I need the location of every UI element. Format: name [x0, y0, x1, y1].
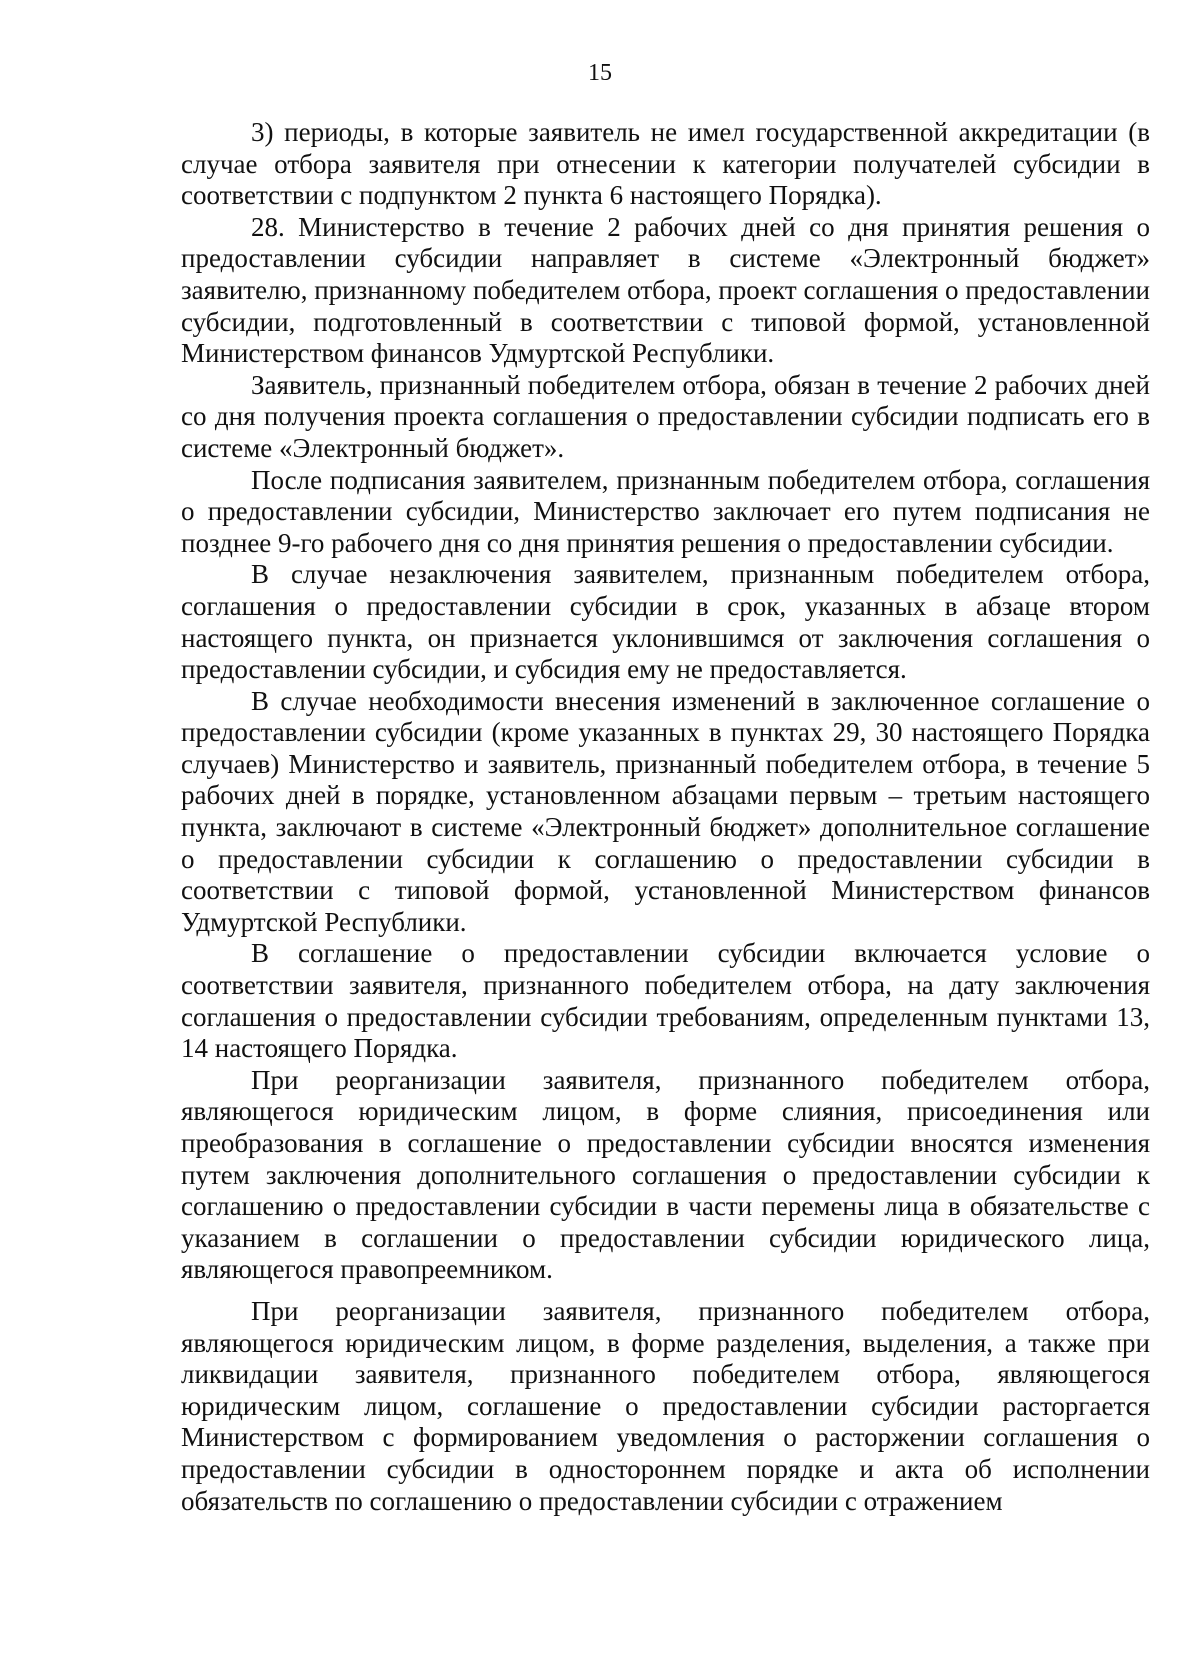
- paragraph-signing-deadline: Заявитель, признанный победителем отбора, обязан в течение 2 рабочих дней со дня получения проекта соглашения о предоставлении субсидии подписать его в системе «Электронный бюджет».: [181, 369, 1150, 463]
- page-number: 15: [588, 60, 612, 86]
- paragraph-non-conclusion: В случае незаключения заявителем, признанным победителем отбора, соглашения о предоставлении субсидии в срок, указанных в абзаце втором настоящего пункта, он признается уклонившимся от заключения соглашения о предоставлении субсидии, и субсидия ему не предоставляется.: [181, 559, 1150, 685]
- document-body: [181, 117, 1150, 1517]
- paragraph-amendments: В случае необходимости внесения изменений в заключенное соглашение о предоставлении субсидии (кроме указанных в пунктах 29, 30 настоящего Порядка случаев) Министерство и заявитель, признанный победителем отбора, в течение 5 рабочих дней в порядке, установленном абзацами первым – третьим настоящего пункта, заключают в системе «Электронный бюджет» дополнительное соглашение о предоставлении субсидии к соглашению о предоставлении субсидии в соответствии с типовой формой, установленной Министерством финансов Удмуртской Республики.: [181, 685, 1150, 937]
- paragraph-section-28: 28. Министерство в течение 2 рабочих дней со дня принятия решения о предоставлении субсидии направляет в системе «Электронный бюджет» заявителю, признанному победителем отбора, проект соглашения о предоставлении субсидии, подготовленный в соответствии с типовой формой, установленной Министерством финансов Удмуртской Республики.: [181, 211, 1150, 369]
- paragraph-ministry-signing: После подписания заявителем, признанным победителем отбора, соглашения о предоставлении субсидии, Министерство заключает его путем подписания не позднее 9-го рабочего дня со дня принятия решения о предоставлении субсидии.: [181, 464, 1150, 558]
- paragraph-reorganization-division: При реорганизации заявителя, признанного победителем отбора, являющегося юридическим лицом, в форме разделения, выделения, а также при ликвидации заявителя, признанного победителем отбора, являющегося юридическим лицом, соглашение о предоставлении субсидии расторгается Министерством с формированием уведомления о расторжении соглашения о предоставлении субсидии в одностороннем порядке и акта об исполнении обязательств по соглашению о предоставлении субсидии с отражением: [181, 1295, 1150, 1516]
- paragraph-compliance-condition: В соглашение о предоставлении субсидии включается условие о соответствии заявителя, признанного победителем отбора, на дату заключения соглашения о предоставлении субсидии требованиям, определенным пунктами 13, 14 настоящего Порядка.: [181, 938, 1150, 1064]
- paragraph-reorganization-merger: При реорганизации заявителя, признанного победителем отбора, являющегося юридическим лицом, в форме слияния, присоединения или преобразования в соглашение о предоставлении субсидии вносятся изменения путем заключения дополнительного соглашения о предоставлении субсидии к соглашению о предоставлении субсидии в части перемены лица в обязательстве с указанием в соглашении о предоставлении субсидии юридического лица, являющегося правопреемником.: [181, 1064, 1150, 1285]
- paragraph-item-3: 3) периоды, в которые заявитель не имел государственной аккредитации (в случае отбора заявителя при отнесении к категории получателей субсидии в соответствии с подпунктом 2 пункта 6 настоящего Порядка).: [181, 117, 1150, 211]
